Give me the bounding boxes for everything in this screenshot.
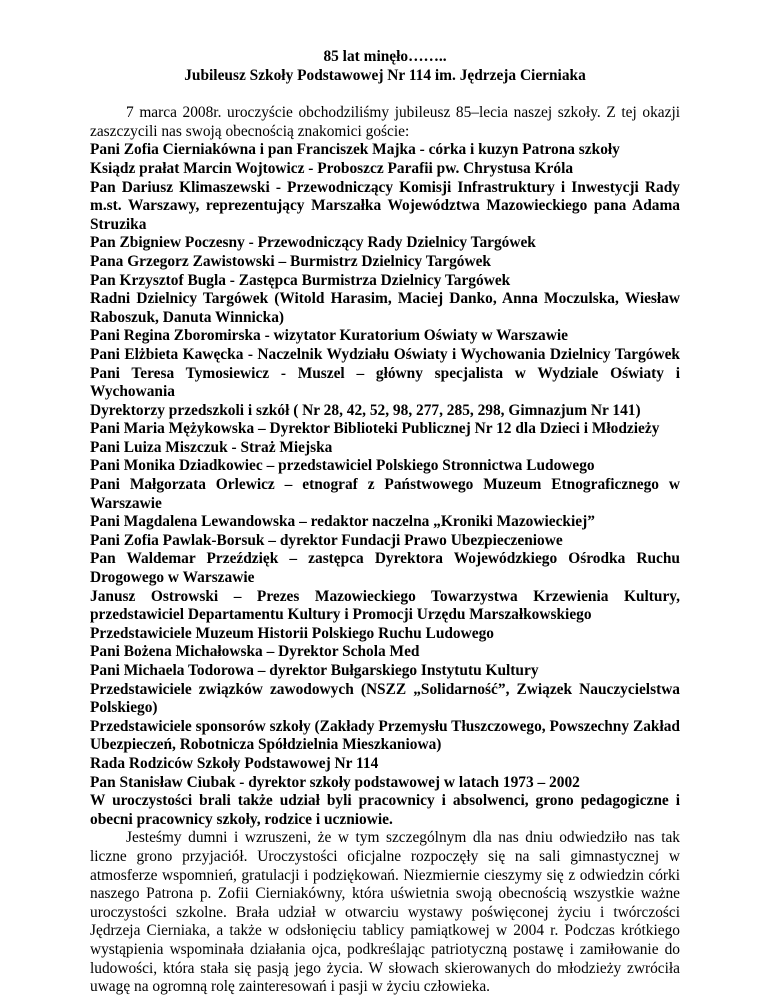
guest-entry: W uroczystości brali także udział byli pracownicy i absolwenci, grono pedagogiczne i obecni pracownicy szkoły, rodzice i uczniowie. — [90, 792, 680, 828]
guest-entry: Pani Monika Dziadkowiec – przedstawiciel Polskiego Stronnictwa Ludowego — [90, 457, 595, 475]
guest-entry: Radni Dzielnicy Targówek (Witold Harasim, Maciej Danko, Anna Moczulska, Wiesław Raboszuk, Danuta Winnicka) — [90, 290, 680, 326]
guest-entry: Pani Zofia Cierniakówna i pan Franciszek Majka - córka i kuzyn Patrona szkoły — [90, 141, 620, 159]
guest-entry: Ksiądz prałat Marcin Wojtowicz - Proboszcz Parafii pw. Chrystusa Króla — [90, 159, 574, 177]
guest-entry: Dyrektorzy przedszkoli i szkół ( Nr 28, 42, 52, 98, 277, 285, 298, Gimnazjum Nr 141) — [90, 401, 641, 419]
guest-entry: Pani Luiza Miszczuk - Straż Miejska — [90, 438, 333, 456]
guest-entry: Pani Elżbieta Kawęcka - Naczelnik Wydziału Oświaty i Wychowania Dzielnicy Targówek Pani Teresa Tymosiewicz - Muszel – główny specjalista w Wydziale Oświaty i Wychowania — [90, 345, 680, 401]
guest-entry: Przedstawiciele sponsorów szkoły (Zakłady Przemysłu Tłuszczowego, Powszechny Zakład Ubezpieczeń, Robotnicza Spółdzielnia Mieszkaniowa) — [90, 717, 680, 754]
intro-paragraph: 7 marca 2008r. uroczyście obchodziliśmy jubileusz 85–lecia naszej szkoły. Z tej okazji zaszczycili nas swoją obecnością znakomici goście: — [90, 104, 680, 140]
closing-paragraph: Jesteśmy dumni i wzruszeni, że w tym szczególnym dla nas dniu odwiedziło nas tak liczne grono przyjaciół. Uroczystości oficjalne rozpoczęły się na sali gimnastycznej w atmosferze wspomnień, gratulacji i podziękowań. Niezmiernie cieszymy się z odwiedzin córki naszego Patrona p. Zofii Cierniakówny, która uświetnia swoją obecnością wszystkie ważne uroczystości szkolne. Brała udział w otwarciu wystawy poświęconej życiu i twórczości Jędrzeja Cierniaka, a także w odsłonięciu tablicy pamiątkowej w 2004 r. Podczas krótkiego wystąpienia wspominała działania ojca, podkreślając patriotyczną postawę i zamiłowanie do ludowości, która stała się pasją jego życia. W słowach skierowanych do młodzieży zwróciła uwagę na ogromną rolę zainteresowań i pasji w życiu człowieka. — [90, 829, 680, 996]
guest-entry: Pan Zbigniew Poczesny - Przewodniczący Rady Dzielnicy Targówek — [90, 234, 536, 252]
guest-entry: Pani Zofia Pawlak-Borsuk – dyrektor Fundacji Prawo Ubezpieczeniowe — [90, 531, 563, 549]
guest-entry: Pan Dariusz Klimaszewski - Przewodniczący Komisji Infrastruktury i Inwestycji Rady m.st. Warszawy, reprezentujący Marszałka Województwa Mazowieckiego pana Adama Struzika — [90, 178, 680, 233]
guest-entry: Pani Regina Zboromirska - wizytator Kuratorium Oświaty w Warszawie — [90, 327, 568, 345]
spacer — [90, 85, 680, 104]
guest-entry: Pani Bożena Michałowska – Dyrektor Schola Med — [90, 643, 420, 661]
guest-entry: Pana Grzegorz Zawistowski – Burmistrz Dzielnicy Targówek — [90, 252, 491, 270]
guest-entry: Przedstawiciele związków zawodowych (NSZZ „Solidarność”, Związek Nauczycielstwa Polskiego) — [90, 680, 680, 717]
guest-entry: Pan Krzysztof Bugla - Zastępca Burmistrza Dzielnicy Targówek — [90, 271, 511, 289]
guest-entry: Janusz Ostrowski – Prezes Mazowieckiego Towarzystwa Krzewienia Kultury, przedstawiciel Departamentu Kultury i Promocji Urzędu Marszałkowskiego — [90, 587, 680, 624]
guest-entry: Rada Rodziców Szkoły Podstawowej Nr 114 — [90, 754, 379, 772]
guest-entry: Pani Michaela Todorowa – dyrektor Bułgarskiego Instytutu Kultury — [90, 662, 539, 679]
guest-entry: Przedstawiciele Muzeum Historii Polskiego Ruchu Ludowego — [90, 624, 494, 642]
guest-entry: Pan Stanisław Ciubak - dyrektor szkoły podstawowej w latach 1973 – 2002 — [90, 773, 580, 791]
document-title: 85 lat minęło…….. — [323, 48, 447, 65]
guest-entry: Pani Magdalena Lewandowska – redaktor naczelna „Kroniki Mazowieckiej” — [90, 513, 595, 531]
guest-entry: Pan Waldemar Przeździęk – zastępca Dyrektora Wojewódzkiego Ośrodka Ruchu Drogowego w Warszawie — [90, 550, 680, 587]
guest-list — [90, 141, 680, 829]
guest-entry: Pani Maria Mężykowska – Dyrektor Biblioteki Publicznej Nr 12 dla Dzieci i Młodzieży — [90, 420, 660, 438]
guest-entry: Pani Małgorzata Orlewicz – etnograf z Państwowego Muzeum Etnograficznego w Warszawie — [90, 476, 680, 512]
document-page — [90, 48, 680, 997]
document-subtitle: Jubileusz Szkoły Podstawowej Nr 114 im. Jędrzeja Cierniaka — [184, 66, 586, 84]
